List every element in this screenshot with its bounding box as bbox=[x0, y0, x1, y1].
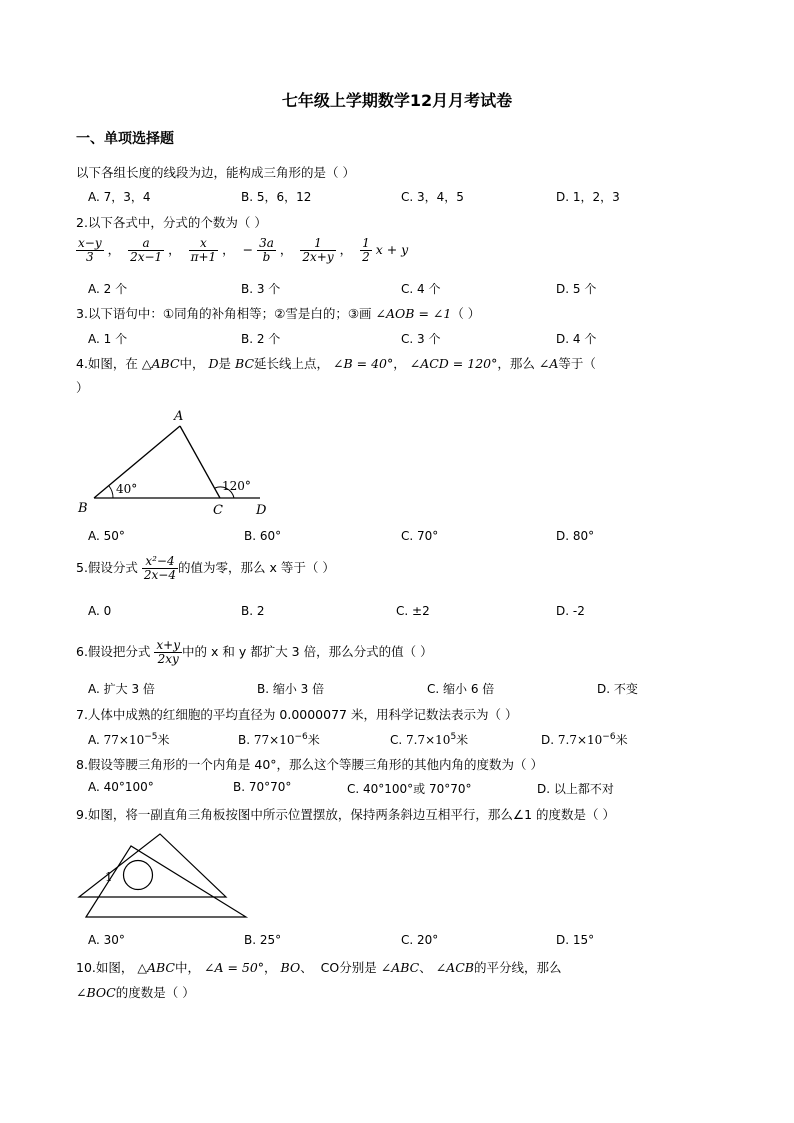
vertex-c-label: C bbox=[213, 503, 223, 518]
q4-option-d: D. 80° bbox=[556, 529, 595, 543]
q2-option-c: C. 4 个 bbox=[401, 282, 441, 296]
q5-option-c: C. ±2 bbox=[396, 604, 430, 618]
q6-option-d: D. 不变 bbox=[597, 682, 638, 696]
q2-option-b: B. 3 个 bbox=[241, 282, 281, 296]
q2-expr-1: $\frac{x-y}{3}$ bbox=[78, 236, 102, 264]
q3-option-c: C. 3 个 bbox=[401, 332, 441, 346]
vertex-b-label: B bbox=[78, 501, 88, 516]
q2-expr-4: $\frac{3a}{b}$ bbox=[259, 236, 274, 264]
vertex-a-label: A bbox=[174, 409, 184, 424]
q3-option-d: D. 4 个 bbox=[556, 332, 597, 346]
q2-expressions: $\frac{x-y}{3}$ ， $\frac{a}{2x-1}$ ， $\frac{x}{\pi+1}$ ， − $\frac{3a}{b}$ ， $\frac{1}{2x+y}$ ， $\frac{1}{2}$ x + y bbox=[78, 236, 409, 264]
q6-stem: 6.假设把分式 $\frac{x+y}{2xy}$ 中的 x 和 y 都扩大 3 倍，那么分式的值（ ） bbox=[76, 638, 433, 666]
q9-option-d: D. 15° bbox=[556, 933, 595, 947]
q5-fraction: $\frac{\text{x²−4}}{2x-4}$ bbox=[143, 554, 176, 582]
q8-option-b: B. 70°70° bbox=[233, 780, 292, 794]
q1-option-c: C. 3，4，5 bbox=[401, 190, 464, 204]
point-d-label: D bbox=[256, 503, 267, 518]
q6-option-b: B. 缩小 3 倍 bbox=[257, 682, 325, 696]
q6-option-a: A. 扩大 3 倍 bbox=[88, 682, 155, 696]
q2-stem: 2.以下各式中，分式的个数为（ ） bbox=[76, 215, 267, 230]
q8-stem: 8.假设等腰三角形的一个内角是 40°，那么这个等腰三角形的其他内角的度数为（ ） bbox=[76, 757, 544, 772]
q4-option-b: B. 60° bbox=[244, 529, 282, 543]
q1-option-d: D. 1，2，3 bbox=[556, 190, 620, 204]
q2-expr-5: $\frac{1}{2x+y}$ bbox=[302, 236, 334, 264]
q2-option-a: A. 2 个 bbox=[88, 282, 128, 296]
q10-stem: 10.如图， △ABC中， ∠A = 50°， BO、 CO分别是 ∠ABC、 ∠ACB的平分线，那么 bbox=[76, 960, 562, 975]
angle-b-label: 40° bbox=[116, 482, 138, 496]
q4-option-a: A. 50° bbox=[88, 529, 125, 543]
q9-option-a: A. 30° bbox=[88, 933, 125, 947]
q1-option-a: A. 7，3，4 bbox=[88, 190, 151, 204]
angle-c-label: 120° bbox=[222, 479, 251, 493]
q2-expr-2: $\frac{a}{2x-1}$ bbox=[130, 236, 163, 264]
q2-option-d: D. 5 个 bbox=[556, 282, 597, 296]
q4-figure bbox=[70, 402, 280, 520]
q4-stem: 4.如图，在 △ABC中， D是 BC延长线上点， ∠B = 40°， ∠ACD = 120°，那么 ∠A等于（ bbox=[76, 356, 596, 371]
q8-option-d: D. 以上都不对 bbox=[537, 782, 614, 796]
q7-option-d: D. $7.7\times 10^{-6}$米 bbox=[541, 732, 628, 747]
q9-option-c: C. 20° bbox=[401, 933, 439, 947]
q5-option-d: D. -2 bbox=[556, 604, 585, 618]
q2-expr-3: $\frac{x}{\pi+1}$ bbox=[190, 236, 217, 264]
q6-option-c: C. 缩小 6 倍 bbox=[427, 682, 495, 696]
circle-cutout bbox=[124, 861, 153, 890]
q3-stem: 3.以下语句中：①同角的补角相等；②雪是白的；③画 ∠AOB = ∠1（ ） bbox=[76, 306, 481, 321]
angle-1-label: 1 bbox=[105, 870, 113, 884]
q9-option-b: B. 25° bbox=[244, 933, 282, 947]
section-heading: 一、单项选择题 bbox=[76, 131, 174, 147]
triangle-set-square-1 bbox=[79, 834, 226, 897]
q3-option-b: B. 2 个 bbox=[241, 332, 281, 346]
q6-fraction: $\frac{x+y}{2xy}$ bbox=[156, 638, 181, 666]
q7-stem: 7.人体中成熟的红细胞的平均直径为 0.0000077 米，用科学记数法表示为（ ） bbox=[76, 707, 518, 722]
q7-option-a: A. $77\times 10^{-5}$米 bbox=[88, 732, 170, 747]
q7-option-b: B. $77\times 10^{-6}$米 bbox=[238, 732, 320, 747]
q5-option-b: B. 2 bbox=[241, 604, 265, 618]
q1-stem: 以下各组长度的线段为边，能构成三角形的是（ ） bbox=[76, 165, 355, 180]
q10-stem-line2: ∠BOC的度数是（ ） bbox=[76, 985, 195, 1000]
q4-option-c: C. 70° bbox=[401, 529, 439, 543]
angle-b-arc bbox=[109, 486, 113, 498]
q4-stem-line2: ） bbox=[76, 380, 89, 395]
q7-option-c: C. $7.7\times 10^5$米 bbox=[390, 732, 469, 747]
q1-option-b: B. 5，6，12 bbox=[241, 190, 312, 204]
page-title: 七年级上学期数学12月月考试卷 bbox=[281, 91, 513, 110]
q9-stem: 9.如图，将一副直角三角板按图中所示位置摆放，保持两条斜边互相平行，那么∠1 的度数是（ ） bbox=[76, 807, 616, 822]
q8-option-c: C. 40°100°或 70°70° bbox=[347, 782, 472, 796]
q3-option-a: A. 1 个 bbox=[88, 332, 128, 346]
q5-option-a: A. 0 bbox=[88, 604, 112, 618]
q9-figure bbox=[74, 830, 254, 922]
q8-option-a: A. 40°100° bbox=[88, 780, 154, 794]
q5-stem: 5.假设分式 $\frac{\text{x²−4}}{2x-4}$ 的值为零，那么 x 等于（ ） bbox=[76, 554, 335, 582]
q2-expr-6: $\frac{1}{2}$ bbox=[362, 236, 370, 264]
